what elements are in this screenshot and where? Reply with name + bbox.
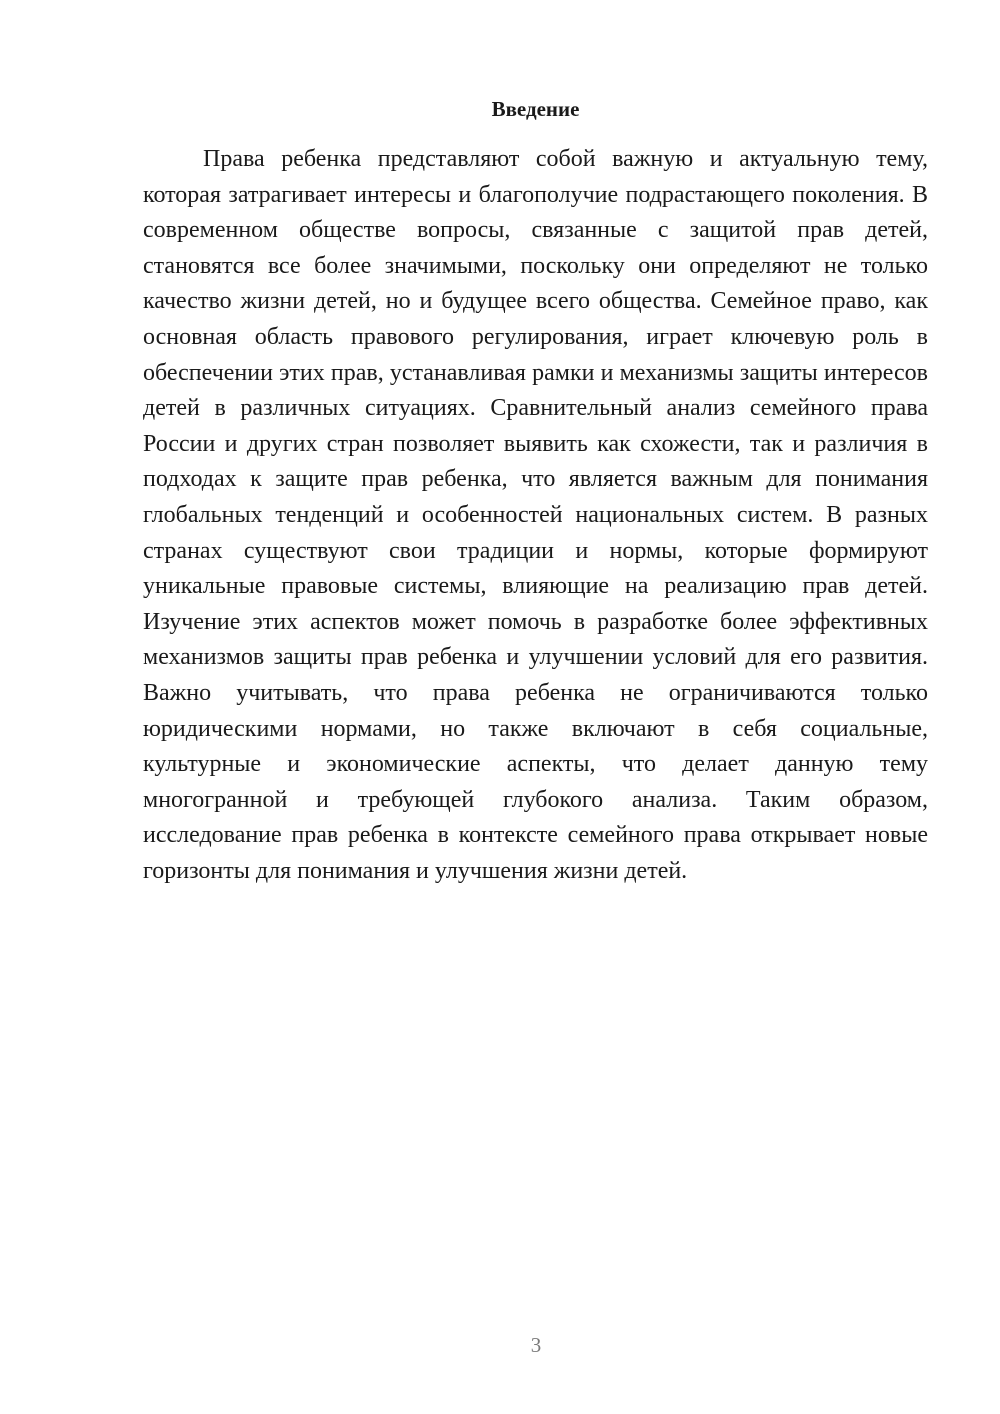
body-paragraph: Права ребенка представляют собой важную и актуальную тему, которая затрагивает интересы и благополучие подрастающего поколения. В современном обществе вопросы, связанные с защитой прав детей, становятся все более значимыми, поскольку они определяют не только качество жизни детей, но и будущее всего общества. Семейное право, как основная область правового регулирования, играет ключевую роль в обеспечении этих прав, устанавливая рамки и механизмы защиты интересов детей в различных ситуациях. Сравнительный анализ семейного права России и других стран позволяет выявить как схожести, так и различия в подходах к защите прав ребенка, что является важным для понимания глобальных тенденций и особенностей национальных систем. В разных странах существуют свои традиции и нормы, которые формируют уникальные правовые системы, влияющие на реализацию прав детей. Изучение этих аспектов может помочь в разработке более эффективных механизмов защиты прав ребенка и улучшении условий для его развития. Важно учитывать, что права ребенка не ограничиваются только юридическими нормами, но также включают в себя социальные, культурные и экономические аспекты, что делает данную тему многогранной и требующей глубокого анализа. Таким образом, исследование прав ребенка в контексте семейного права открывает новые горизонты для понимания и улучшения жизни детей.: [143, 146, 928, 884]
section-heading: Введение: [491, 97, 580, 121]
page-number: 3: [530, 1333, 542, 1357]
